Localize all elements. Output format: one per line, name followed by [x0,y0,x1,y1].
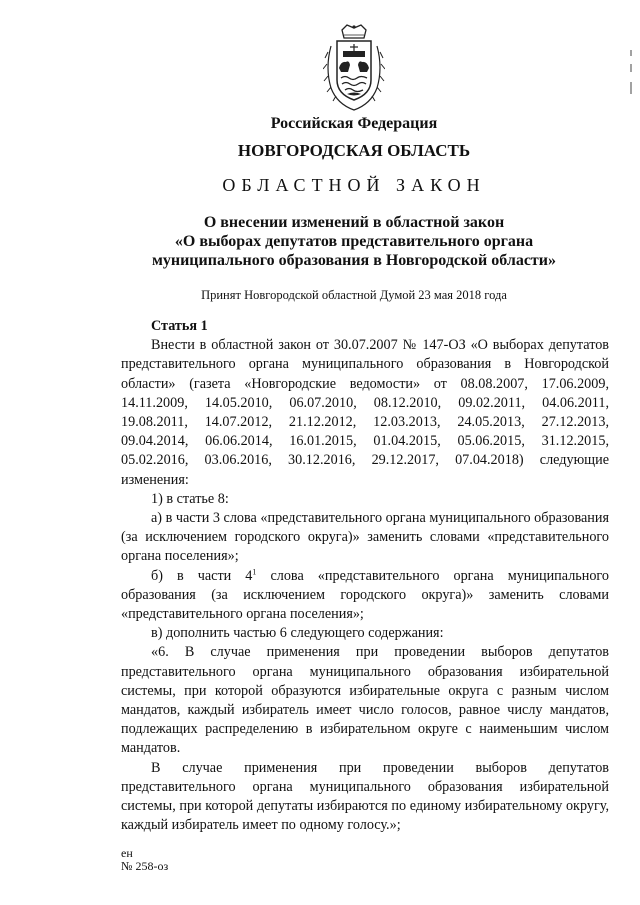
coat-of-arms-icon [323,24,385,112]
adoption-note: Принят Новгородской областной Думой 23 мая 2018 года [201,288,507,302]
item-1: 1) в статье 8: [151,490,229,507]
document-body [121,317,609,835]
scan-edge-mark [628,50,634,94]
article-intro: Внести в областной закон от 30.07.2007 № 147-ОЗ «О выборах депутатов представительного органа муниципального образования в Новгородской области» (газета «Новгородские ведомости» от 08.08.2007, 17.06.2009, 14.11.2009, 14.05.2010, 06.07.2010, 08.12.2010, 09.02.2011, 04.06.2011, 19.08.2011, 14.07.2012, 21.12.2012, 12.03.2013, 24.05.2013, 27.12.2013, 09.04.2014, 06.06.2014, 16.01.2015, 01.04.2015, 05.06.2015, 31.12.2015, 05.02.2016, 03.06.2016, 30.12.2016, 29.12.2017, 07.04.2018) следующие изменения: [121,337,609,488]
document-footer [121,847,168,873]
article-heading: Статья 1 [151,318,208,334]
quoted-part-6-para-1: «6. В случае применения при проведении выборов депутатов представительного органа муниципального образования избирательной системы, при которой образуются избирательные округа с разным числом мандатов, каждый избиратель имеет число голосов, равное числу мандатов, подлежащих распределению в избирательном округе с наименьшим числом мандатов. [121,644,609,757]
law-title [0,213,640,270]
document-type: ОБЛАСТНОЙ ЗАКОН [222,175,486,195]
law-title-line-2: «О выборах депутатов представительного органа [174,233,534,250]
item-b [121,567,609,625]
law-title-line-3: муниципального образования в Новгородской области» [151,252,557,269]
item-b-superscript: 1 [252,566,257,576]
region-name: НОВГОРОДСКАЯ ОБЛАСТЬ [237,141,471,160]
item-a: а) в части 3 слова «представительного органа муниципального образования (за исключением городского округа)» заменить словами «представительного органа поселения»; [121,510,609,565]
law-number: № 258-оз [121,859,169,873]
country-name: Российская Федерация [270,115,438,132]
law-title-line-1: О внесении изменений в областной закон [203,214,505,231]
executor-initials: ен [121,846,133,860]
item-b-start: б) в части 4 [151,567,253,584]
item-b-rest: слова «представительного органа муниципального образования (за исключением городского округа)» заменить словами «представительного органа поселения»; [121,567,609,623]
item-c: в) дополнить частью 6 следующего содержания: [151,625,444,642]
quoted-part-6-para-2: В случае применения при проведении выборов депутатов представительного органа муниципального образования избирательной системы, при которой депутаты избираются по единому избирательному округу, каждый избиратель имеет по одному голосу.»; [121,759,609,834]
